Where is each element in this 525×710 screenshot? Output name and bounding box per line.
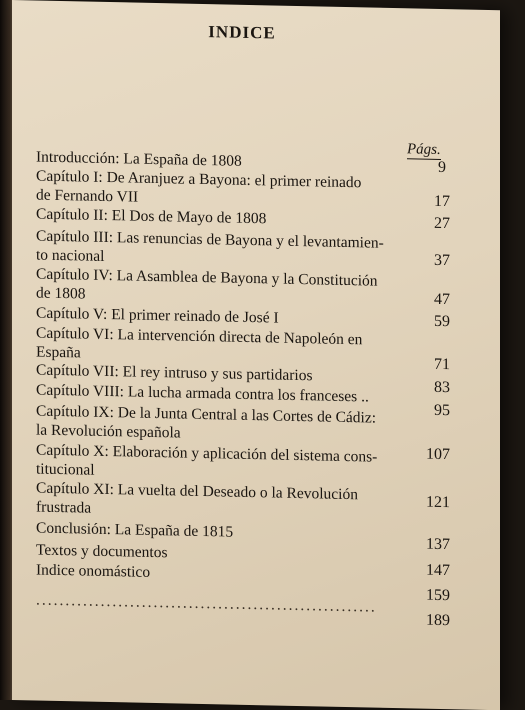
toc-entry-title-cont: titucional bbox=[36, 460, 95, 479]
toc-entry-title: Capítulo IV: La Asamblea de Bayona y la Constitución bbox=[36, 265, 378, 290]
toc-entry-title: Capítulo XI: La vuelta del Deseado o la Revolución bbox=[36, 479, 358, 504]
toc-page-number: 121 bbox=[426, 493, 450, 512]
toc-entry-title: Capítulo V: El primer reinado de José I bbox=[36, 304, 279, 327]
toc-page-number: 107 bbox=[426, 445, 450, 464]
toc-entry-title: Capítulo II: El Dos de Mayo de 1808 bbox=[36, 205, 267, 228]
book-page bbox=[12, 0, 500, 710]
toc-entry-title: Introducción: La España de 1808 bbox=[36, 148, 242, 170]
toc-page-number: 37 bbox=[434, 251, 450, 270]
toc-entry-title: Capítulo IX: De la Junta Central a las Cortes de Cádiz: bbox=[36, 402, 377, 427]
toc-entry-capitulo-11 bbox=[36, 479, 436, 525]
toc-page-number: 47 bbox=[434, 290, 450, 309]
toc-entry-title: Capítulo X: Elaboración y aplicación del sistema cons- bbox=[36, 441, 378, 466]
toc-page-number: 83 bbox=[434, 378, 450, 397]
toc-entry-title-cont: de Fernando VII bbox=[36, 186, 139, 206]
toc-entry-title: Conclusión: La España de 1815 bbox=[36, 519, 234, 541]
toc-page-number: 59 bbox=[434, 312, 450, 331]
toc-entry-title-cont: la Revolución española bbox=[36, 421, 181, 442]
toc-entry-title: Capítulo I: De Aranjuez a Bayona: el primer reinado bbox=[36, 167, 362, 192]
toc-entry-title-cont: España bbox=[36, 343, 81, 362]
toc-entry-title: Capítulo VIII: La lucha armada contra los franceses .. bbox=[36, 381, 369, 406]
toc-entry-title: Capítulo VII: El rey intruso y sus partidarios bbox=[36, 361, 313, 385]
toc-entry-title-cont: frustrada bbox=[36, 498, 92, 517]
toc-page-number: 27 bbox=[434, 214, 450, 233]
toc-page-number: 147 bbox=[426, 561, 450, 580]
dot-leader: .......................................................... bbox=[36, 591, 377, 616]
pages-header-label: Págs. bbox=[407, 141, 441, 158]
toc-page-number: 137 bbox=[426, 535, 450, 554]
toc-entry-title-cont: de 1808 bbox=[36, 284, 86, 303]
toc-page-number: 9 bbox=[438, 158, 446, 177]
toc-page-number: 159 bbox=[426, 586, 450, 605]
toc-page-number: 95 bbox=[434, 401, 450, 420]
toc-entry-title: Textos y documentos bbox=[36, 541, 168, 562]
toc-entry-title: Capítulo III: Las renuncias de Bayona y el levantamien- bbox=[36, 227, 384, 252]
toc-entry-title: Capítulo VI: La intervención directa de Napoleón en bbox=[36, 324, 363, 349]
toc-entry-title-cont: to nacional bbox=[36, 246, 105, 265]
toc-entry-title: Indice onomástico bbox=[36, 561, 151, 581]
toc-page-number: 17 bbox=[434, 192, 450, 211]
page-title: INDICE bbox=[208, 22, 276, 43]
toc-page-number: 189 bbox=[426, 611, 450, 630]
toc-page-number: 71 bbox=[434, 355, 450, 374]
